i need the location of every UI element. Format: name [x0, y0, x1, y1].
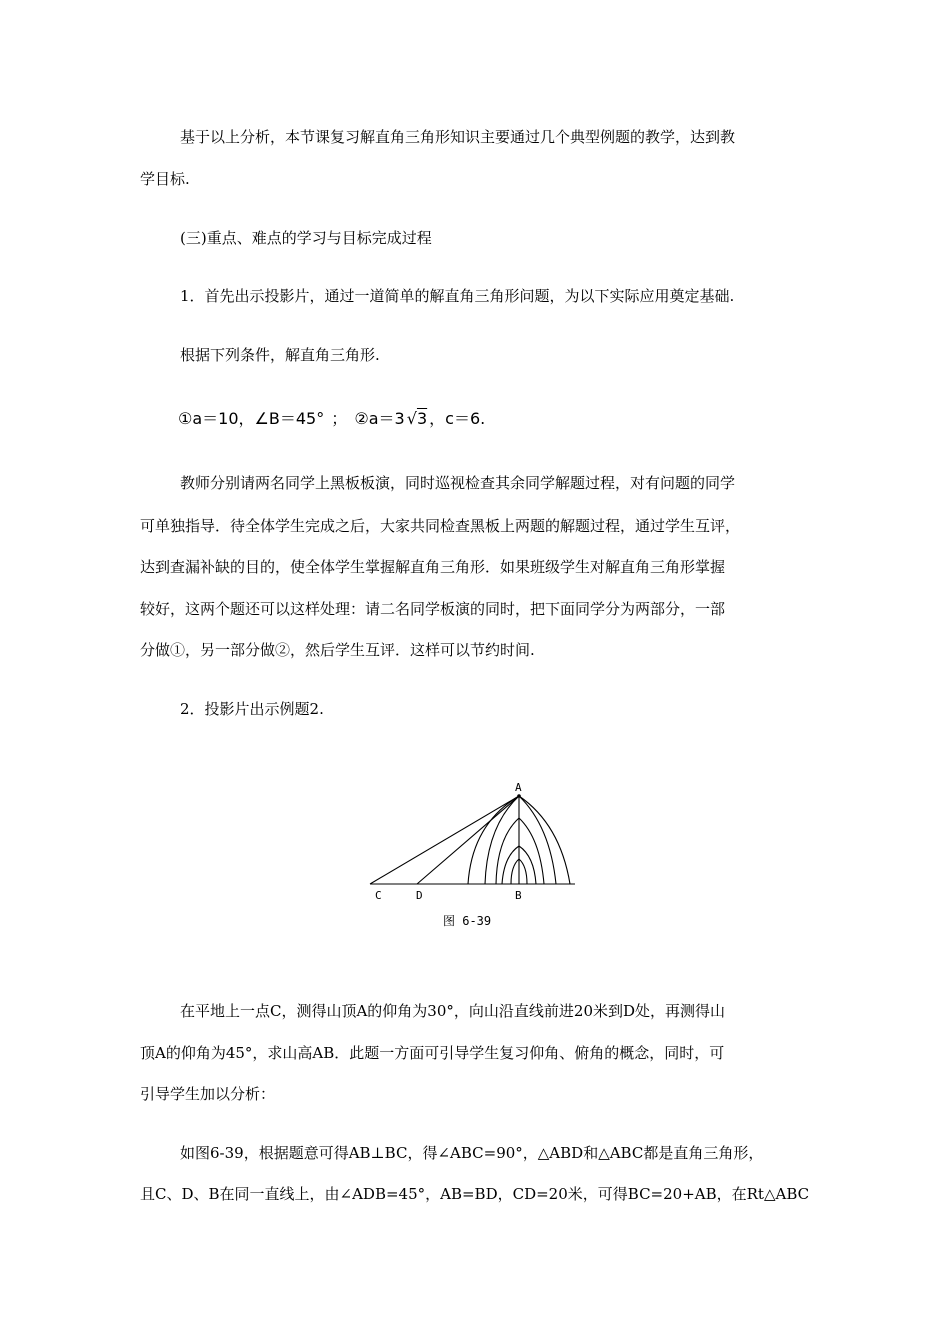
section-heading: (三)重点、难点的学习与目标完成过程 [180, 229, 432, 247]
paragraph-line: 可单独指导．待全体学生完成之后，大家共同检查黑板上两题的解题过程，通过学生互评， [140, 517, 741, 535]
paragraph-line: 顶A的仰角为45°，求山高AB．此题一方面可引导学生复习仰角、俯角的概念，同时，可 [140, 1044, 725, 1062]
point-a [517, 794, 521, 798]
paragraph-line: 基于以上分析，本节课复习解直角三角形知识主要通过几个典型例题的教学，达到教 [180, 128, 736, 146]
formula-separator: ； [331, 409, 348, 428]
formula-part-1: ①a＝10，∠B＝45° [178, 409, 325, 428]
figure-caption: 图 6-39 [443, 914, 492, 928]
paragraph-line: 分做①，另一部分做②，然后学生互评．这样可以节约时间. [140, 641, 535, 659]
paragraph-line: 教师分别请两名同学上黑板板演，同时巡视检查其余同学解题过程，对有问题的同学 [180, 474, 736, 492]
formula-line [178, 406, 489, 429]
formula-part-2-suffix: ，c＝6. [429, 409, 486, 428]
list-item: 2．投影片出示例题2. [180, 700, 324, 718]
paragraph-line: 学目标. [140, 170, 190, 188]
formula-sqrt-argument: 3 [416, 409, 428, 428]
formula-part-2: ②a＝3 √3 ，c＝6. [354, 409, 486, 428]
paragraph-line: 引导学生加以分析： [140, 1085, 276, 1103]
label-a: A [515, 781, 522, 794]
instruction-text: 根据下列条件，解直角三角形. [180, 346, 380, 364]
paragraph-line: 较好，这两个题还可以这样处理：请二名同学板演的同时，把下面同学分为两部分，一部 [140, 600, 726, 618]
geometry-figure [360, 766, 590, 906]
label-b: B [515, 889, 522, 902]
paragraph-line: 达到查漏补缺的目的，使全体学生掌握解直角三角形．如果班级学生对解直角三角形掌握 [140, 558, 726, 576]
formula-part-2-prefix: ②a＝3 [354, 409, 405, 428]
label-c: C [375, 889, 382, 902]
list-item: 1．首先出示投影片，通过一道简单的解直角三角形问题，为以下实际应用奠定基础. [180, 287, 735, 305]
paragraph-line: 且C、D、B在同一直线上，由∠ADB=45°，AB=BD，CD=20米，可得BC=20+AB，在Rt△ABC [140, 1185, 810, 1203]
paragraph-line: 在平地上一点C，测得山顶A的仰角为30°，向山沿直线前进20米到D处，再测得山 [180, 1002, 726, 1020]
label-d: D [416, 889, 423, 902]
paragraph-line: 如图6-39，根据题意可得AB⊥BC，得∠ABC=90°，△ABD和△ABC都是直角三角形， [180, 1144, 764, 1162]
